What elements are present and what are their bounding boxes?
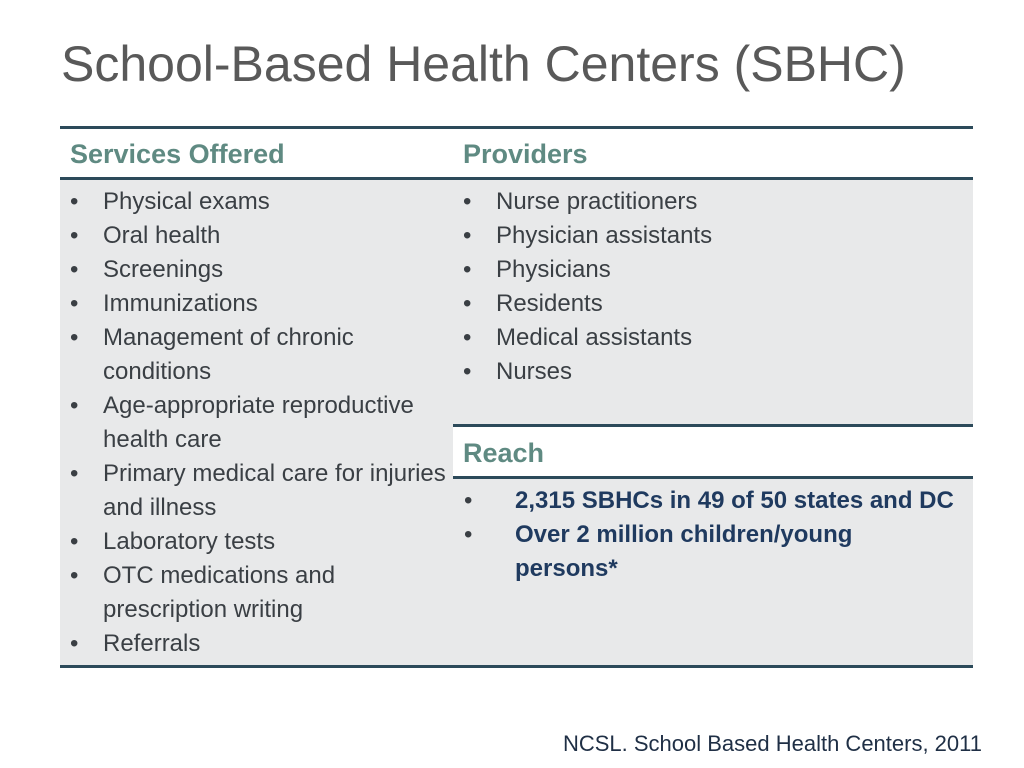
bullet-icon: • bbox=[70, 562, 79, 589]
list-item: • Physician assistants bbox=[455, 219, 965, 253]
bullet-icon: • bbox=[70, 222, 79, 249]
list-item: • Nurse practitioners bbox=[455, 185, 965, 219]
reach-list bbox=[455, 484, 965, 586]
services-list bbox=[62, 185, 447, 661]
bullet-icon: • bbox=[464, 487, 473, 514]
bullet-icon: • bbox=[463, 290, 472, 317]
list-item: • Primary medical care for injuries and illness bbox=[62, 457, 447, 525]
bullet-icon: • bbox=[463, 324, 472, 351]
bullet-icon: • bbox=[70, 630, 79, 657]
bullet-icon: • bbox=[70, 324, 79, 351]
bullet-icon: • bbox=[463, 188, 472, 215]
table-bottom-rule bbox=[60, 665, 973, 668]
table-top-rule bbox=[60, 126, 973, 129]
list-item: • Over 2 million children/young persons* bbox=[455, 518, 895, 586]
citation: NCSL. School Based Health Centers, 2011 bbox=[562, 731, 982, 756]
list-item: • Physical exams bbox=[62, 185, 447, 219]
reach-top-rule bbox=[453, 424, 973, 427]
list-item: • Management of chronic conditions bbox=[62, 321, 447, 389]
list-item: • Oral health bbox=[62, 219, 447, 253]
list-item: • Physicians bbox=[455, 253, 965, 287]
list-item: • Screenings bbox=[62, 253, 447, 287]
bullet-icon: • bbox=[464, 521, 473, 548]
providers-list bbox=[455, 185, 965, 389]
list-item: • Residents bbox=[455, 287, 965, 321]
bullet-icon: • bbox=[463, 222, 472, 249]
list-item: • 2,315 SBHCs in 49 of 50 states and DC bbox=[455, 484, 965, 518]
providers-header: Providers bbox=[463, 139, 588, 169]
bullet-icon: • bbox=[70, 256, 79, 283]
bullet-icon: • bbox=[70, 460, 79, 487]
list-item: • Medical assistants bbox=[455, 321, 965, 355]
list-item: • Laboratory tests bbox=[62, 525, 447, 559]
list-item: • Nurses bbox=[455, 355, 965, 389]
list-item: • Age-appropriate reproductive health care bbox=[62, 389, 447, 457]
bullet-icon: • bbox=[70, 290, 79, 317]
services-header: Services Offered bbox=[70, 139, 285, 169]
bullet-icon: • bbox=[70, 528, 79, 555]
bullet-icon: • bbox=[463, 256, 472, 283]
bullet-icon: • bbox=[463, 358, 472, 385]
bullet-icon: • bbox=[70, 188, 79, 215]
list-item: • Referrals bbox=[62, 627, 447, 661]
list-item: • Immunizations bbox=[62, 287, 447, 321]
list-item: • OTC medications and prescription writing bbox=[62, 559, 447, 627]
reach-header: Reach bbox=[463, 438, 545, 468]
slide-title: School-Based Health Centers (SBHC) bbox=[61, 36, 906, 92]
bullet-icon: • bbox=[70, 392, 79, 419]
